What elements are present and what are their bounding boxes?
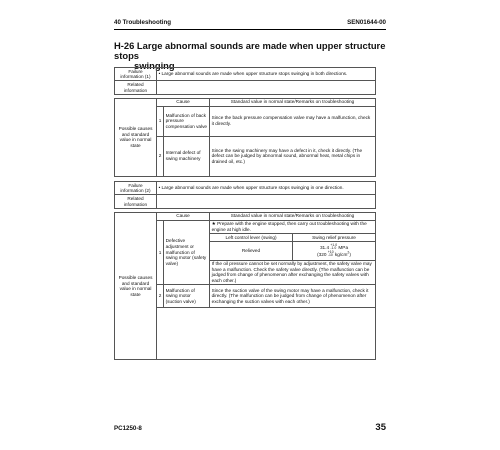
relief-value: 31.4 +1.0 -1.0 MPa (320 +10 -10 $kg/cm^2$) (293, 241, 376, 260)
header-rule (114, 29, 386, 30)
lever-column-header: Left control lever (swing) (210, 233, 293, 241)
related-info-text (157, 81, 376, 94)
troubleshooting-table-1 (114, 67, 376, 177)
prep-note: ★ Prepare with the engine stopped, then carry out troubleshooting with the engine at high idle. (210, 220, 376, 233)
lever-value: Relieved (210, 241, 293, 260)
cause-text: Malfunction of swing motor (suction valve) (164, 285, 210, 308)
troubleshooting-table-2 (114, 181, 376, 360)
relief-column-header: Swing relief pressure (293, 233, 376, 241)
standard-header: Standard value in normal state/Remarks on troubleshooting (210, 98, 376, 106)
title-line-2: swinging (134, 60, 175, 71)
remark-text: If the oil pressure cannot be set normally by adjustment, the safety valve may have a malfunction. Check the safety valve directly. (The malfunction can be judged from change of phenomenon after exchanging the safety valves with each other.) (210, 260, 376, 285)
possible-causes-label: Possible causes and standard value in normal state (115, 212, 157, 360)
section-title: 40 Troubleshooting (114, 19, 172, 26)
cause-number: 1 (157, 220, 164, 285)
failure-info-label: Failure information (1) (115, 68, 157, 81)
page-header (114, 19, 386, 26)
related-info-label: Related information (115, 195, 157, 208)
model-code: PC1250-8 (114, 425, 142, 432)
cause-number: 2 (157, 136, 164, 176)
remark-text: Since the swing machinery may have a defect in it, check it directly. (The defect can be judged by abnormal sound, abnormal heat, metal chips in drained oil, etc.) (210, 136, 376, 176)
cause-text: Internal defect of swing machinery (164, 136, 210, 176)
possible-causes-label: Possible causes and standard value in normal state (115, 98, 157, 176)
cause-number: 1 (157, 106, 164, 136)
cause-text: Malfunction of back pressure compensation valve (164, 106, 210, 136)
title-line-1: H-26 Large abnormal sounds are made when upper structure stops (114, 40, 386, 61)
failure-info-label: Failure information (2) (115, 182, 157, 195)
failure-info-text: • Large abnormal sounds are made when upper structure stops swinging in one direction. (157, 182, 376, 195)
related-info-label: Related information (115, 81, 157, 94)
cause-header: Cause (157, 212, 210, 220)
document-code: SEN01644-00 (347, 19, 386, 26)
cause-number: 2 (157, 285, 164, 308)
remark-text: Since the back pressure compensation valve may have a malfunction, check it directly. (210, 106, 376, 136)
empty-row (157, 308, 376, 360)
remark-text: Since the suction valve of the swing motor may have a malfunction, check it directly. (The malfunction can be judged from change of phenomenon after exchanging the suction valves with each other.) (210, 285, 376, 308)
failure-info-text: • Large abnormal sounds are made when upper structure stops swinging in both directions. (157, 68, 376, 81)
cause-header: Cause (157, 98, 210, 106)
cause-text: Defective adjustment or malfunction of swing motor (safety valve) (164, 220, 210, 285)
page-number: 35 (375, 422, 386, 433)
standard-header: Standard value in normal state/Remarks on troubleshooting (210, 212, 376, 220)
page-footer (114, 422, 386, 433)
related-info-text (157, 195, 376, 208)
